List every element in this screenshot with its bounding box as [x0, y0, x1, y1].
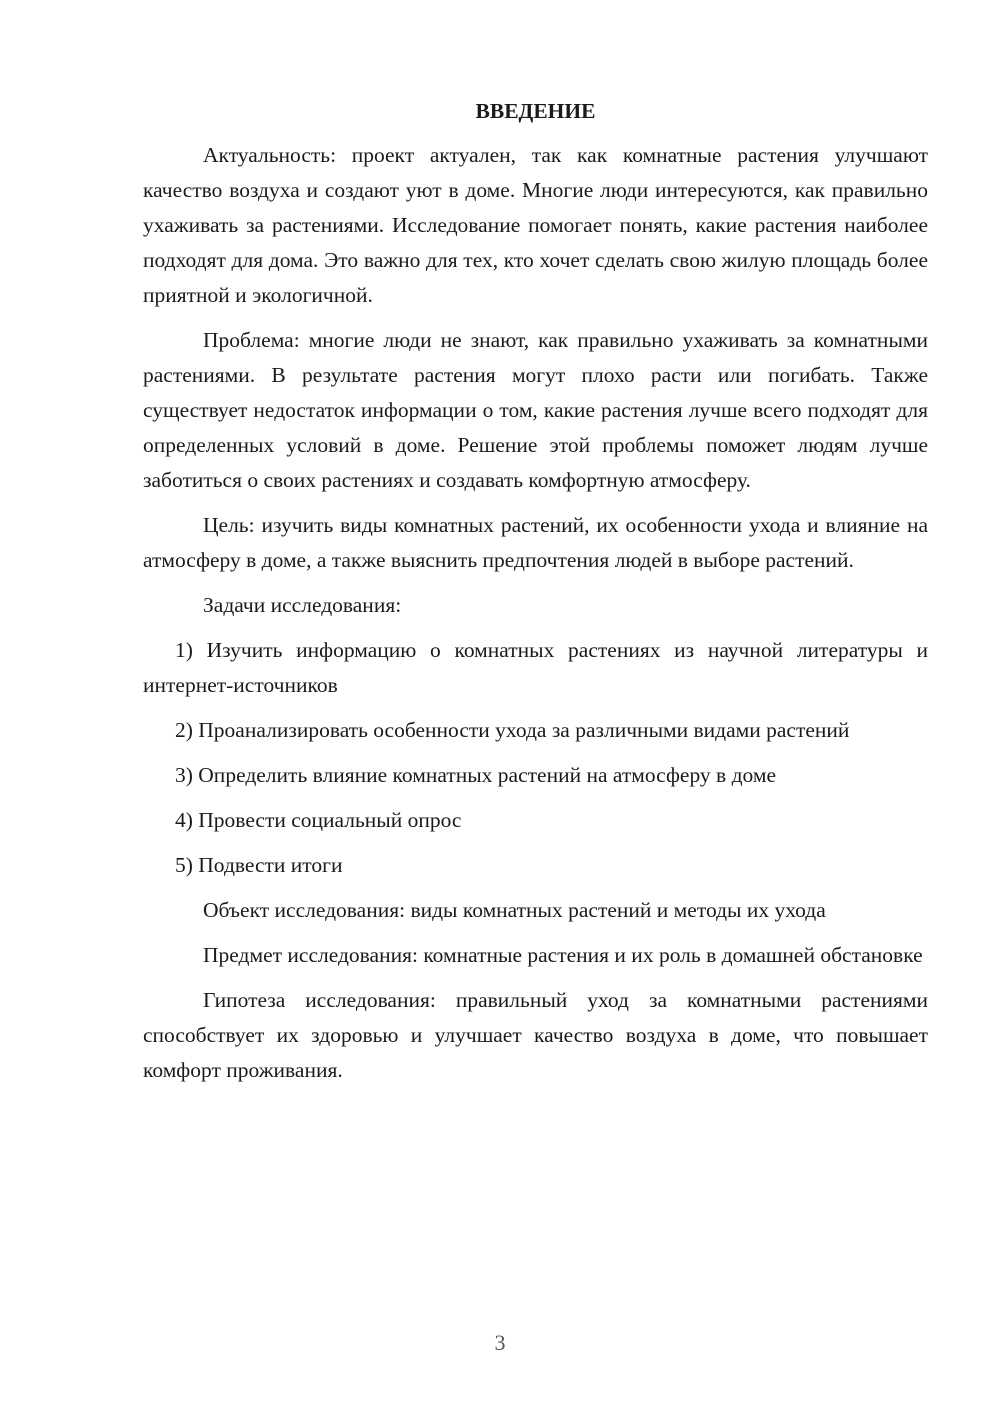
task-item-3: 3) Определить влияние комнатных растений на атмосферу в доме	[175, 763, 776, 787]
subject-paragraph: Предмет исследования: комнатные растения и их роль в домашней обстановке	[203, 943, 923, 967]
page-number: 3	[494, 1330, 506, 1355]
task-item-4: 4) Провести социальный опрос	[175, 808, 462, 832]
relevance-paragraph: Актуальность: проект актуален, так как комнатные растения улучшают качество воздуха и создают уют в доме. Многие люди интересуются, как правильно ухаживать за растениями. Исследование помогает понять, какие растения наиболее подходят для дома. Это важно для тех, кто хочет сделать свою жилую площадь более приятной и экологичной.	[143, 143, 928, 307]
task-item-1: 1) Изучить информацию о комнатных растениях из научной литературы и интернет-источников	[143, 638, 928, 697]
hypothesis-paragraph: Гипотеза исследования: правильный уход за комнатными растениями способствует их здоровью и улучшает качество воздуха в доме, что повышает комфорт проживания.	[143, 988, 928, 1082]
object-paragraph: Объект исследования: виды комнатных растений и методы их ухода	[203, 898, 826, 922]
task-item-2: 2) Проанализировать особенности ухода за различными видами растений	[175, 718, 850, 742]
task-item-5: 5) Подвести итоги	[175, 853, 343, 877]
tasks-heading: Задачи исследования:	[203, 593, 402, 617]
document-page	[143, 96, 928, 1098]
goal-paragraph: Цель: изучить виды комнатных растений, их особенности ухода и влияние на атмосферу в доме, а также выяснить предпочтения людей в выборе растений.	[143, 513, 928, 572]
section-title: ВВЕДЕНИЕ	[475, 99, 596, 123]
problem-paragraph: Проблема: многие люди не знают, как правильно ухаживать за комнатными растениями. В результате растения могут плохо расти или погибать. Также существует недостаток информации о том, какие растения лучше всего подходят для определенных условий в доме. Решение этой проблемы поможет людям лучше заботиться о своих растениях и создавать комфортную атмосферу.	[143, 328, 928, 492]
